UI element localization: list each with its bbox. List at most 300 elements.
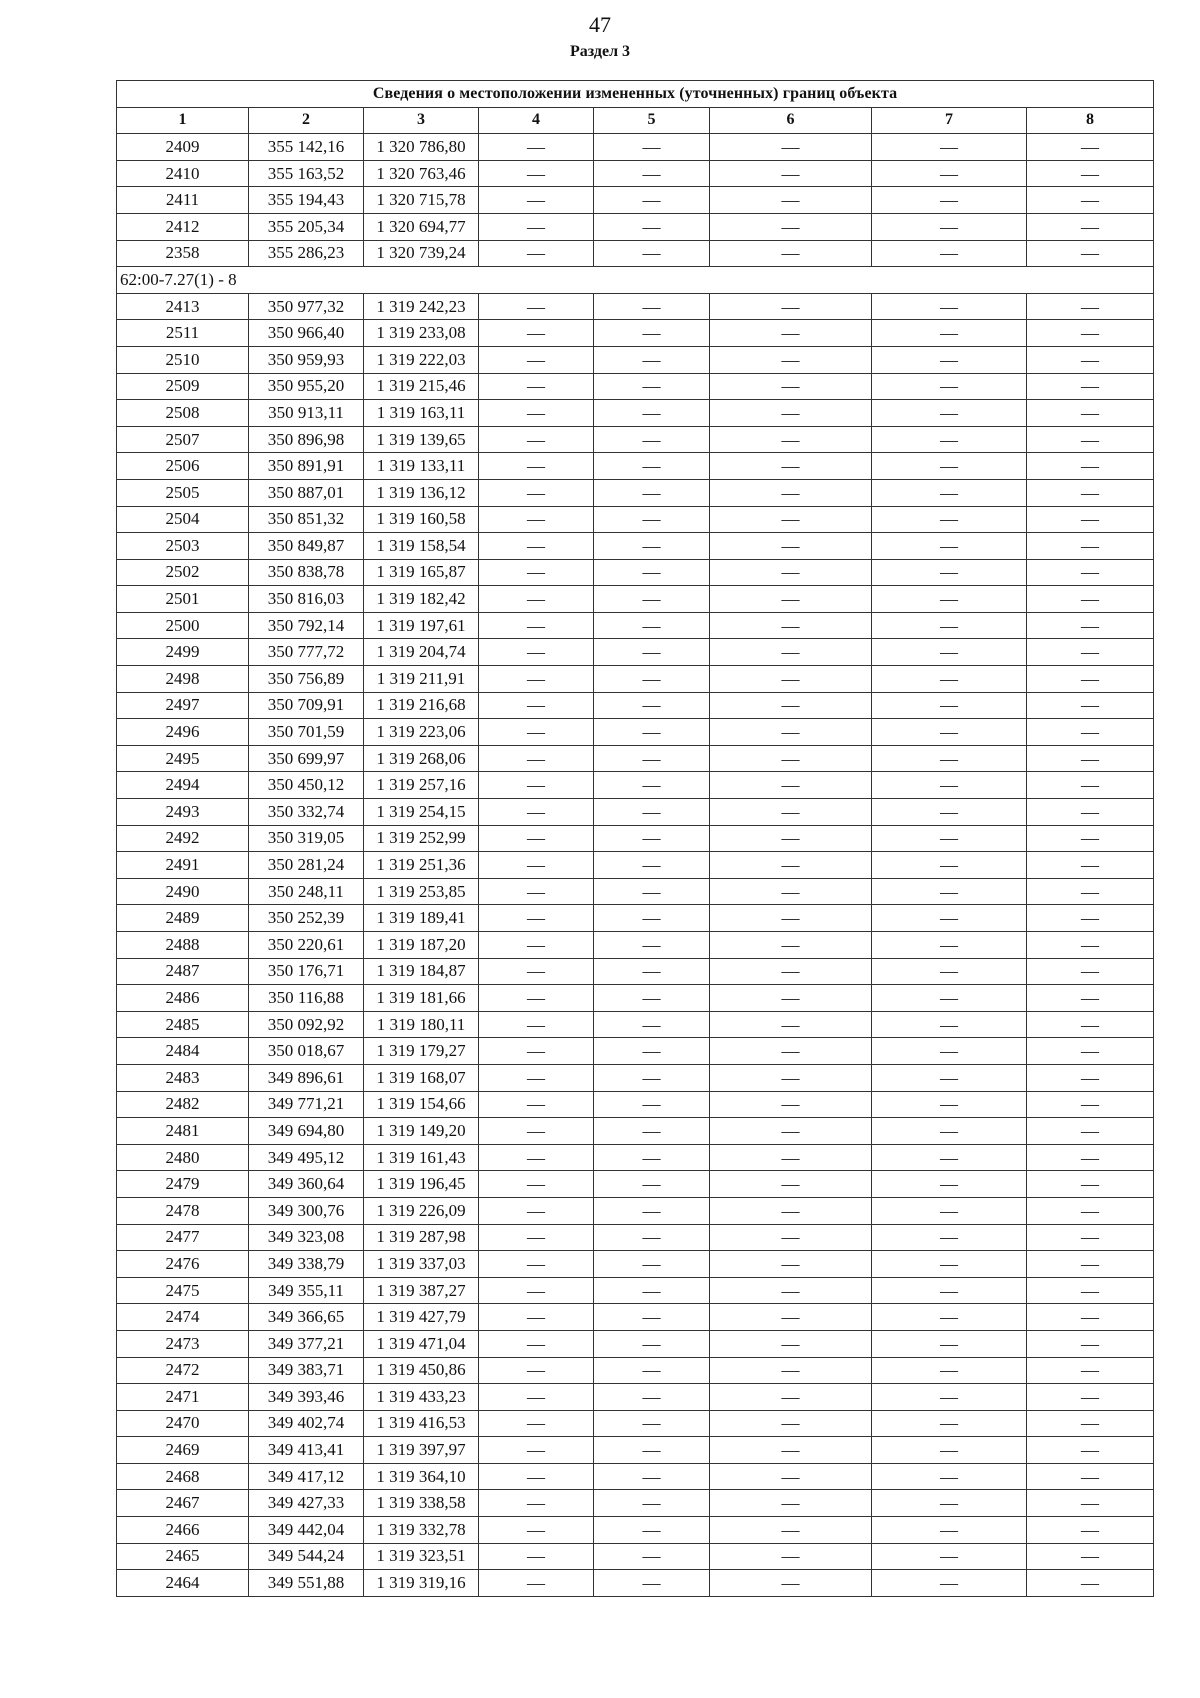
y-coordinate-cell: 1 319 181,66 — [364, 985, 479, 1012]
empty-dash-cell: — — [479, 1277, 594, 1304]
table-row — [117, 799, 1154, 826]
empty-dash-cell: — — [872, 852, 1027, 879]
y-coordinate-cell: 1 319 253,85 — [364, 878, 479, 905]
empty-dash-cell: — — [710, 1490, 872, 1517]
table-row — [117, 479, 1154, 506]
point-number-cell: 2409 — [117, 134, 249, 161]
empty-dash-cell: — — [1027, 187, 1154, 214]
empty-dash-cell: — — [479, 1091, 594, 1118]
empty-dash-cell: — — [872, 373, 1027, 400]
point-number-cell: 2511 — [117, 320, 249, 347]
empty-dash-cell: — — [479, 1570, 594, 1597]
point-number-cell: 2488 — [117, 932, 249, 959]
point-number-cell: 2501 — [117, 586, 249, 613]
table-row — [117, 612, 1154, 639]
empty-dash-cell: — — [710, 1570, 872, 1597]
empty-dash-cell: — — [594, 772, 710, 799]
empty-dash-cell: — — [479, 958, 594, 985]
point-number-cell: 2484 — [117, 1038, 249, 1065]
empty-dash-cell: — — [872, 1517, 1027, 1544]
empty-dash-cell: — — [1027, 240, 1154, 267]
empty-dash-cell: — — [710, 825, 872, 852]
x-coordinate-cell: 350 701,59 — [249, 719, 364, 746]
empty-dash-cell: — — [594, 1570, 710, 1597]
empty-dash-cell: — — [710, 719, 872, 746]
empty-dash-cell: — — [594, 1251, 710, 1278]
empty-dash-cell: — — [872, 612, 1027, 639]
empty-dash-cell: — — [710, 240, 872, 267]
point-number-cell: 2482 — [117, 1091, 249, 1118]
empty-dash-cell: — — [479, 479, 594, 506]
empty-dash-cell: — — [479, 453, 594, 480]
x-coordinate-cell: 349 323,08 — [249, 1224, 364, 1251]
empty-dash-cell: — — [479, 1171, 594, 1198]
x-coordinate-cell: 349 413,41 — [249, 1437, 364, 1464]
empty-dash-cell: — — [872, 240, 1027, 267]
empty-dash-cell: — — [1027, 1011, 1154, 1038]
table-row — [117, 1224, 1154, 1251]
empty-dash-cell: — — [710, 692, 872, 719]
y-coordinate-cell: 1 319 204,74 — [364, 639, 479, 666]
y-coordinate-cell: 1 319 387,27 — [364, 1277, 479, 1304]
empty-dash-cell: — — [479, 692, 594, 719]
point-number-cell: 2490 — [117, 878, 249, 905]
y-coordinate-cell: 1 319 196,45 — [364, 1171, 479, 1198]
empty-dash-cell: — — [1027, 1304, 1154, 1331]
x-coordinate-cell: 349 355,11 — [249, 1277, 364, 1304]
empty-dash-cell: — — [710, 612, 872, 639]
table-row — [117, 1118, 1154, 1145]
point-number-cell: 2509 — [117, 373, 249, 400]
empty-dash-cell: — — [479, 160, 594, 187]
empty-dash-cell: — — [594, 320, 710, 347]
empty-dash-cell: — — [594, 1171, 710, 1198]
x-coordinate-cell: 349 402,74 — [249, 1410, 364, 1437]
empty-dash-cell: — — [594, 719, 710, 746]
x-coordinate-cell: 349 300,76 — [249, 1197, 364, 1224]
empty-dash-cell: — — [594, 1277, 710, 1304]
y-coordinate-cell: 1 319 168,07 — [364, 1064, 479, 1091]
empty-dash-cell: — — [872, 932, 1027, 959]
x-coordinate-cell: 350 977,32 — [249, 293, 364, 320]
empty-dash-cell: — — [594, 213, 710, 240]
empty-dash-cell: — — [594, 878, 710, 905]
empty-dash-cell: — — [710, 1091, 872, 1118]
empty-dash-cell: — — [710, 799, 872, 826]
empty-dash-cell: — — [594, 825, 710, 852]
empty-dash-cell: — — [710, 1357, 872, 1384]
point-number-cell: 2508 — [117, 400, 249, 427]
point-number-cell: 2491 — [117, 852, 249, 879]
table-row — [117, 666, 1154, 693]
point-number-cell: 2506 — [117, 453, 249, 480]
empty-dash-cell: — — [710, 1410, 872, 1437]
point-number-cell: 2473 — [117, 1330, 249, 1357]
table-row — [117, 719, 1154, 746]
point-number-cell: 2503 — [117, 533, 249, 560]
point-number-cell: 2469 — [117, 1437, 249, 1464]
table-row — [117, 772, 1154, 799]
y-coordinate-cell: 1 319 338,58 — [364, 1490, 479, 1517]
empty-dash-cell: — — [479, 612, 594, 639]
empty-dash-cell: — — [710, 559, 872, 586]
table-row — [117, 506, 1154, 533]
empty-dash-cell: — — [479, 1304, 594, 1331]
x-coordinate-cell: 355 194,43 — [249, 187, 364, 214]
column-header-row — [117, 107, 1154, 134]
empty-dash-cell: — — [710, 533, 872, 560]
empty-dash-cell: — — [1027, 1038, 1154, 1065]
empty-dash-cell: — — [710, 160, 872, 187]
point-number-cell: 2489 — [117, 905, 249, 932]
empty-dash-cell: — — [710, 932, 872, 959]
empty-dash-cell: — — [594, 1118, 710, 1145]
empty-dash-cell: — — [479, 240, 594, 267]
empty-dash-cell: — — [872, 1330, 1027, 1357]
empty-dash-cell: — — [594, 612, 710, 639]
empty-dash-cell: — — [872, 213, 1027, 240]
x-coordinate-cell: 349 383,71 — [249, 1357, 364, 1384]
x-coordinate-cell: 349 771,21 — [249, 1091, 364, 1118]
y-coordinate-cell: 1 319 252,99 — [364, 825, 479, 852]
empty-dash-cell: — — [710, 346, 872, 373]
empty-dash-cell: — — [1027, 533, 1154, 560]
y-coordinate-cell: 1 320 763,46 — [364, 160, 479, 187]
empty-dash-cell: — — [710, 506, 872, 533]
empty-dash-cell: — — [1027, 692, 1154, 719]
empty-dash-cell: — — [479, 533, 594, 560]
table-row — [117, 1517, 1154, 1544]
empty-dash-cell: — — [594, 453, 710, 480]
empty-dash-cell: — — [594, 160, 710, 187]
empty-dash-cell: — — [872, 639, 1027, 666]
y-coordinate-cell: 1 320 786,80 — [364, 134, 479, 161]
x-coordinate-cell: 349 442,04 — [249, 1517, 364, 1544]
table-row — [117, 320, 1154, 347]
empty-dash-cell: — — [872, 1437, 1027, 1464]
empty-dash-cell: — — [1027, 1384, 1154, 1411]
table-row — [117, 932, 1154, 959]
empty-dash-cell: — — [710, 1330, 872, 1357]
point-number-cell: 2410 — [117, 160, 249, 187]
y-coordinate-cell: 1 319 184,87 — [364, 958, 479, 985]
empty-dash-cell: — — [1027, 320, 1154, 347]
empty-dash-cell: — — [872, 799, 1027, 826]
empty-dash-cell: — — [1027, 1251, 1154, 1278]
x-coordinate-cell: 350 756,89 — [249, 666, 364, 693]
point-number-cell: 2494 — [117, 772, 249, 799]
x-coordinate-cell: 350 777,72 — [249, 639, 364, 666]
empty-dash-cell: — — [594, 373, 710, 400]
table-row — [117, 346, 1154, 373]
point-number-cell: 2471 — [117, 1384, 249, 1411]
empty-dash-cell: — — [872, 426, 1027, 453]
y-coordinate-cell: 1 320 715,78 — [364, 187, 479, 214]
empty-dash-cell: — — [710, 1064, 872, 1091]
empty-dash-cell: — — [872, 958, 1027, 985]
y-coordinate-cell: 1 319 182,42 — [364, 586, 479, 613]
empty-dash-cell: — — [872, 905, 1027, 932]
empty-dash-cell: — — [594, 506, 710, 533]
y-coordinate-cell: 1 319 319,16 — [364, 1570, 479, 1597]
empty-dash-cell: — — [710, 772, 872, 799]
x-coordinate-cell: 350 092,92 — [249, 1011, 364, 1038]
point-number-cell: 2412 — [117, 213, 249, 240]
empty-dash-cell: — — [594, 852, 710, 879]
empty-dash-cell: — — [1027, 612, 1154, 639]
empty-dash-cell: — — [479, 213, 594, 240]
point-number-cell: 2476 — [117, 1251, 249, 1278]
empty-dash-cell: — — [872, 1038, 1027, 1065]
x-coordinate-cell: 349 377,21 — [249, 1330, 364, 1357]
empty-dash-cell: — — [594, 1384, 710, 1411]
empty-dash-cell: — — [1027, 426, 1154, 453]
empty-dash-cell: — — [872, 400, 1027, 427]
empty-dash-cell: — — [479, 559, 594, 586]
table-row — [117, 745, 1154, 772]
section-title: Раздел 3 — [569, 43, 631, 60]
point-number-cell: 2485 — [117, 1011, 249, 1038]
empty-dash-cell: — — [594, 559, 710, 586]
x-coordinate-cell: 350 955,20 — [249, 373, 364, 400]
empty-dash-cell: — — [710, 1038, 872, 1065]
empty-dash-cell: — — [710, 1277, 872, 1304]
x-coordinate-cell: 349 694,80 — [249, 1118, 364, 1145]
point-number-cell: 2502 — [117, 559, 249, 586]
empty-dash-cell: — — [710, 852, 872, 879]
table-section-row — [117, 267, 1154, 294]
table-body — [117, 134, 1154, 1597]
empty-dash-cell: — — [594, 745, 710, 772]
point-number-cell: 2493 — [117, 799, 249, 826]
section-label: 62:00-7.27(1) - 8 — [117, 267, 1154, 294]
empty-dash-cell: — — [1027, 639, 1154, 666]
coordinates-table — [116, 80, 1154, 1597]
x-coordinate-cell: 350 252,39 — [249, 905, 364, 932]
y-coordinate-cell: 1 319 133,11 — [364, 453, 479, 480]
point-number-cell: 2497 — [117, 692, 249, 719]
empty-dash-cell: — — [710, 1251, 872, 1278]
table-row — [117, 1038, 1154, 1065]
empty-dash-cell: — — [872, 1118, 1027, 1145]
empty-dash-cell: — — [479, 1330, 594, 1357]
empty-dash-cell: — — [1027, 1277, 1154, 1304]
empty-dash-cell: — — [594, 1038, 710, 1065]
empty-dash-cell: — — [479, 825, 594, 852]
empty-dash-cell: — — [1027, 134, 1154, 161]
empty-dash-cell: — — [479, 719, 594, 746]
empty-dash-cell: — — [479, 639, 594, 666]
point-number-cell: 2468 — [117, 1463, 249, 1490]
point-number-cell: 2481 — [117, 1118, 249, 1145]
empty-dash-cell: — — [479, 799, 594, 826]
x-coordinate-cell: 350 849,87 — [249, 533, 364, 560]
table-row — [117, 1330, 1154, 1357]
empty-dash-cell: — — [872, 1144, 1027, 1171]
empty-dash-cell: — — [594, 293, 710, 320]
empty-dash-cell: — — [1027, 852, 1154, 879]
empty-dash-cell: — — [872, 134, 1027, 161]
empty-dash-cell: — — [1027, 772, 1154, 799]
empty-dash-cell: — — [1027, 160, 1154, 187]
empty-dash-cell: — — [872, 692, 1027, 719]
y-coordinate-cell: 1 319 215,46 — [364, 373, 479, 400]
empty-dash-cell: — — [710, 1384, 872, 1411]
empty-dash-cell: — — [479, 1251, 594, 1278]
table-row — [117, 1543, 1154, 1570]
table-row — [117, 639, 1154, 666]
y-coordinate-cell: 1 319 149,20 — [364, 1118, 479, 1145]
y-coordinate-cell: 1 319 222,03 — [364, 346, 479, 373]
empty-dash-cell: — — [594, 958, 710, 985]
empty-dash-cell: — — [479, 1197, 594, 1224]
empty-dash-cell: — — [594, 666, 710, 693]
empty-dash-cell: — — [1027, 1463, 1154, 1490]
x-coordinate-cell: 349 366,65 — [249, 1304, 364, 1331]
table-row — [117, 905, 1154, 932]
empty-dash-cell: — — [1027, 825, 1154, 852]
table-row — [117, 1171, 1154, 1198]
empty-dash-cell: — — [872, 1064, 1027, 1091]
empty-dash-cell: — — [1027, 1171, 1154, 1198]
empty-dash-cell: — — [872, 1251, 1027, 1278]
empty-dash-cell: — — [479, 1224, 594, 1251]
point-number-cell: 2466 — [117, 1517, 249, 1544]
empty-dash-cell: — — [594, 346, 710, 373]
point-number-cell: 2472 — [117, 1357, 249, 1384]
y-coordinate-cell: 1 319 233,08 — [364, 320, 479, 347]
empty-dash-cell: — — [872, 1384, 1027, 1411]
empty-dash-cell: — — [1027, 293, 1154, 320]
empty-dash-cell: — — [1027, 506, 1154, 533]
empty-dash-cell: — — [1027, 905, 1154, 932]
y-coordinate-cell: 1 319 242,23 — [364, 293, 479, 320]
y-coordinate-cell: 1 319 161,43 — [364, 1144, 479, 1171]
empty-dash-cell: — — [1027, 1144, 1154, 1171]
empty-dash-cell: — — [479, 1011, 594, 1038]
point-number-cell: 2480 — [117, 1144, 249, 1171]
table-row — [117, 400, 1154, 427]
empty-dash-cell: — — [872, 1011, 1027, 1038]
empty-dash-cell: — — [594, 1543, 710, 1570]
empty-dash-cell: — — [594, 1224, 710, 1251]
x-coordinate-cell: 350 891,91 — [249, 453, 364, 480]
x-coordinate-cell: 350 116,88 — [249, 985, 364, 1012]
empty-dash-cell: — — [594, 1437, 710, 1464]
empty-dash-cell: — — [594, 1064, 710, 1091]
empty-dash-cell: — — [872, 1277, 1027, 1304]
empty-dash-cell: — — [710, 426, 872, 453]
point-number-cell: 2358 — [117, 240, 249, 267]
y-coordinate-cell: 1 319 268,06 — [364, 745, 479, 772]
empty-dash-cell: — — [479, 1437, 594, 1464]
empty-dash-cell: — — [479, 1038, 594, 1065]
table-row — [117, 134, 1154, 161]
y-coordinate-cell: 1 319 287,98 — [364, 1224, 479, 1251]
empty-dash-cell: — — [1027, 1517, 1154, 1544]
column-header: 7 — [872, 107, 1027, 134]
empty-dash-cell: — — [479, 1384, 594, 1411]
empty-dash-cell: — — [710, 586, 872, 613]
empty-dash-cell: — — [1027, 453, 1154, 480]
point-number-cell: 2413 — [117, 293, 249, 320]
point-number-cell: 2470 — [117, 1410, 249, 1437]
empty-dash-cell: — — [1027, 1118, 1154, 1145]
empty-dash-cell: — — [872, 346, 1027, 373]
empty-dash-cell: — — [872, 187, 1027, 214]
table-row — [117, 373, 1154, 400]
empty-dash-cell: — — [1027, 745, 1154, 772]
empty-dash-cell: — — [1027, 719, 1154, 746]
empty-dash-cell: — — [479, 745, 594, 772]
empty-dash-cell: — — [872, 559, 1027, 586]
point-number-cell: 2499 — [117, 639, 249, 666]
y-coordinate-cell: 1 319 397,97 — [364, 1437, 479, 1464]
y-coordinate-cell: 1 319 197,61 — [364, 612, 479, 639]
empty-dash-cell: — — [594, 1011, 710, 1038]
point-number-cell: 2411 — [117, 187, 249, 214]
x-coordinate-cell: 350 176,71 — [249, 958, 364, 985]
empty-dash-cell: — — [710, 985, 872, 1012]
empty-dash-cell: — — [710, 400, 872, 427]
empty-dash-cell: — — [479, 1463, 594, 1490]
y-coordinate-cell: 1 319 254,15 — [364, 799, 479, 826]
empty-dash-cell: — — [594, 1304, 710, 1331]
table-row — [117, 1463, 1154, 1490]
x-coordinate-cell: 349 544,24 — [249, 1543, 364, 1570]
y-coordinate-cell: 1 319 226,09 — [364, 1197, 479, 1224]
point-number-cell: 2505 — [117, 479, 249, 506]
empty-dash-cell: — — [872, 1224, 1027, 1251]
y-coordinate-cell: 1 319 337,03 — [364, 1251, 479, 1278]
x-coordinate-cell: 350 966,40 — [249, 320, 364, 347]
empty-dash-cell: — — [710, 1304, 872, 1331]
y-coordinate-cell: 1 319 165,87 — [364, 559, 479, 586]
y-coordinate-cell: 1 319 154,66 — [364, 1091, 479, 1118]
empty-dash-cell: — — [479, 1490, 594, 1517]
table-row — [117, 852, 1154, 879]
table-row — [117, 958, 1154, 985]
empty-dash-cell: — — [594, 1410, 710, 1437]
empty-dash-cell: — — [872, 1570, 1027, 1597]
empty-dash-cell: — — [479, 293, 594, 320]
y-coordinate-cell: 1 319 189,41 — [364, 905, 479, 932]
table-row — [117, 559, 1154, 586]
x-coordinate-cell: 350 220,61 — [249, 932, 364, 959]
empty-dash-cell: — — [1027, 1543, 1154, 1570]
empty-dash-cell: — — [479, 878, 594, 905]
empty-dash-cell: — — [710, 1463, 872, 1490]
empty-dash-cell: — — [1027, 1410, 1154, 1437]
empty-dash-cell: — — [710, 639, 872, 666]
point-number-cell: 2495 — [117, 745, 249, 772]
empty-dash-cell: — — [1027, 479, 1154, 506]
table-row — [117, 240, 1154, 267]
x-coordinate-cell: 349 896,61 — [249, 1064, 364, 1091]
empty-dash-cell: — — [872, 1357, 1027, 1384]
empty-dash-cell: — — [1027, 799, 1154, 826]
empty-dash-cell: — — [710, 878, 872, 905]
empty-dash-cell: — — [594, 400, 710, 427]
empty-dash-cell: — — [594, 692, 710, 719]
x-coordinate-cell: 350 887,01 — [249, 479, 364, 506]
empty-dash-cell: — — [1027, 958, 1154, 985]
empty-dash-cell: — — [710, 1011, 872, 1038]
y-coordinate-cell: 1 319 211,91 — [364, 666, 479, 693]
empty-dash-cell: — — [872, 1490, 1027, 1517]
empty-dash-cell: — — [710, 666, 872, 693]
x-coordinate-cell: 350 959,93 — [249, 346, 364, 373]
